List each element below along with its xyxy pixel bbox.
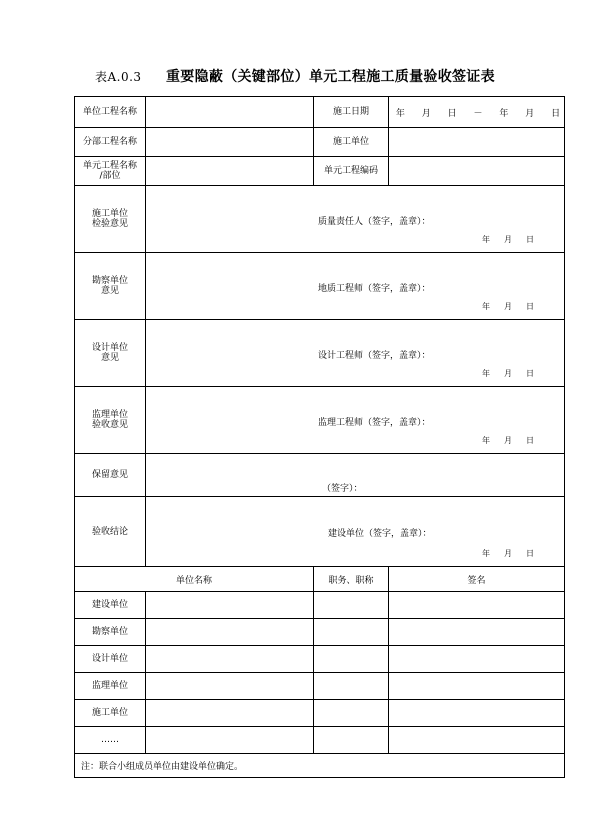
member-unit-name-field[interactable] — [146, 646, 314, 673]
date-year: 年 — [482, 235, 491, 244]
member-signature-field[interactable] — [389, 673, 565, 700]
form-title: 重要隐蔽（关键部位）单元工程施工质量验收签证表 — [166, 69, 495, 85]
date-month: 月 — [504, 436, 513, 445]
date-day: 日 — [526, 369, 535, 378]
date-end-year: 年 — [499, 108, 510, 119]
opinion-label-design — [75, 320, 146, 387]
conclusion-signer-line: 建设单位（签字，盖章）： — [328, 529, 432, 539]
opinion-label-construction — [75, 186, 146, 253]
element-project-label-line2: /部位 — [99, 171, 121, 181]
member-unit-name-field[interactable] — [146, 700, 314, 727]
date-year: 年 — [482, 549, 491, 558]
opinion-label-line1: 设计单位 — [91, 343, 128, 353]
form-code: 表A.0.3 — [95, 70, 142, 84]
unit-project-name-label: 单位工程名称 — [75, 97, 146, 128]
opinion-field-design[interactable] — [146, 320, 565, 387]
opinion-label-line2: 意见 — [100, 286, 119, 296]
member-unit-name-field[interactable] — [146, 673, 314, 700]
member-signature-field[interactable] — [389, 700, 565, 727]
member-row-label: 建设单位 — [75, 592, 146, 619]
element-code-field[interactable] — [389, 157, 565, 186]
construction-date-label: 施工日期 — [314, 97, 389, 128]
member-unit-name-field[interactable] — [146, 592, 314, 619]
reserved-opinion-label: 保留意见 — [75, 454, 146, 497]
member-row-label: 设计单位 — [75, 646, 146, 673]
date-month: 月 — [504, 369, 513, 378]
date-line — [468, 368, 534, 379]
date-year: 年 — [482, 302, 491, 311]
conclusion-field[interactable] — [146, 497, 565, 567]
member-position-field[interactable] — [314, 727, 389, 754]
member-position-field[interactable] — [314, 646, 389, 673]
date-dash: － — [473, 108, 484, 119]
reserved-opinion-field[interactable] — [146, 454, 565, 497]
date-line — [468, 548, 534, 559]
date-end-month: 月 — [525, 108, 536, 119]
opinion-label-line2: 检验意见 — [91, 219, 128, 229]
member-signature-field[interactable] — [389, 646, 565, 673]
member-position-field[interactable] — [314, 592, 389, 619]
signer-line: 监理工程师（签字，盖章）： — [318, 418, 431, 428]
construction-unit-field[interactable] — [389, 128, 565, 157]
date-day: 日 — [526, 235, 535, 244]
element-project-field[interactable] — [146, 157, 314, 186]
signer-line: 地质工程师（签字，盖章）： — [318, 284, 431, 294]
signer-line: 设计工程师（签字，盖章）： — [318, 351, 431, 361]
member-row-label: …… — [75, 727, 146, 754]
date-day: 日 — [526, 436, 535, 445]
members-header-position: 职务、职称 — [314, 567, 389, 592]
sub-project-name-field[interactable] — [146, 128, 314, 157]
opinion-label-line1: 勘察单位 — [91, 276, 128, 286]
date-line — [468, 435, 534, 446]
unit-project-name-field[interactable] — [146, 97, 314, 128]
member-unit-name-field[interactable] — [146, 727, 314, 754]
date-day: 日 — [526, 549, 535, 558]
date-month: 月 — [504, 549, 513, 558]
conclusion-label: 验收结论 — [75, 497, 146, 567]
opinion-label-survey — [75, 253, 146, 320]
date-day: 日 — [526, 302, 535, 311]
construction-unit-label: 施工单位 — [314, 128, 389, 157]
member-row-label: 勘察单位 — [75, 619, 146, 646]
member-row-label: 监理单位 — [75, 673, 146, 700]
date-line — [468, 301, 534, 312]
date-year: 年 — [482, 369, 491, 378]
member-position-field[interactable] — [314, 619, 389, 646]
opinion-label-line1: 监理单位 — [91, 410, 128, 420]
date-month: 月 — [504, 235, 513, 244]
opinion-field-survey[interactable] — [146, 253, 565, 320]
date-line — [468, 234, 534, 245]
date-end-day: 日 — [551, 108, 562, 119]
member-signature-field[interactable] — [389, 619, 565, 646]
opinion-label-supervision — [75, 387, 146, 454]
member-position-field[interactable] — [314, 700, 389, 727]
date-start-month: 月 — [421, 108, 432, 119]
member-signature-field[interactable] — [389, 727, 565, 754]
member-row-label: 施工单位 — [75, 700, 146, 727]
element-project-label — [75, 157, 146, 186]
member-signature-field[interactable] — [389, 592, 565, 619]
date-start-year: 年 — [395, 108, 406, 119]
signer-line: 质量责任人（签字，盖章）： — [318, 217, 431, 227]
footnote: 注：联合小组成员单位由建设单位确定。 — [75, 754, 565, 778]
member-unit-name-field[interactable] — [146, 619, 314, 646]
date-start-day: 日 — [447, 108, 458, 119]
title-row — [0, 66, 595, 86]
reserved-signer-line: （签字）： — [322, 484, 363, 494]
date-month: 月 — [504, 302, 513, 311]
opinion-label-line2: 意见 — [100, 353, 119, 363]
member-position-field[interactable] — [314, 673, 389, 700]
opinion-field-construction[interactable] — [146, 186, 565, 253]
members-header-signature: 签名 — [389, 567, 565, 592]
opinion-label-line2: 验收意见 — [91, 420, 128, 430]
opinion-field-supervision[interactable] — [146, 387, 565, 454]
opinion-label-line1: 施工单位 — [91, 209, 128, 219]
construction-date-field[interactable] — [389, 97, 565, 128]
element-project-label-line1: 单元工程名称 — [82, 161, 137, 171]
sub-project-name-label: 分部工程名称 — [75, 128, 146, 157]
acceptance-form-table — [74, 96, 565, 778]
members-header-unit-name: 单位名称 — [75, 567, 314, 592]
date-year: 年 — [482, 436, 491, 445]
element-code-label: 单元工程编码 — [314, 157, 389, 186]
